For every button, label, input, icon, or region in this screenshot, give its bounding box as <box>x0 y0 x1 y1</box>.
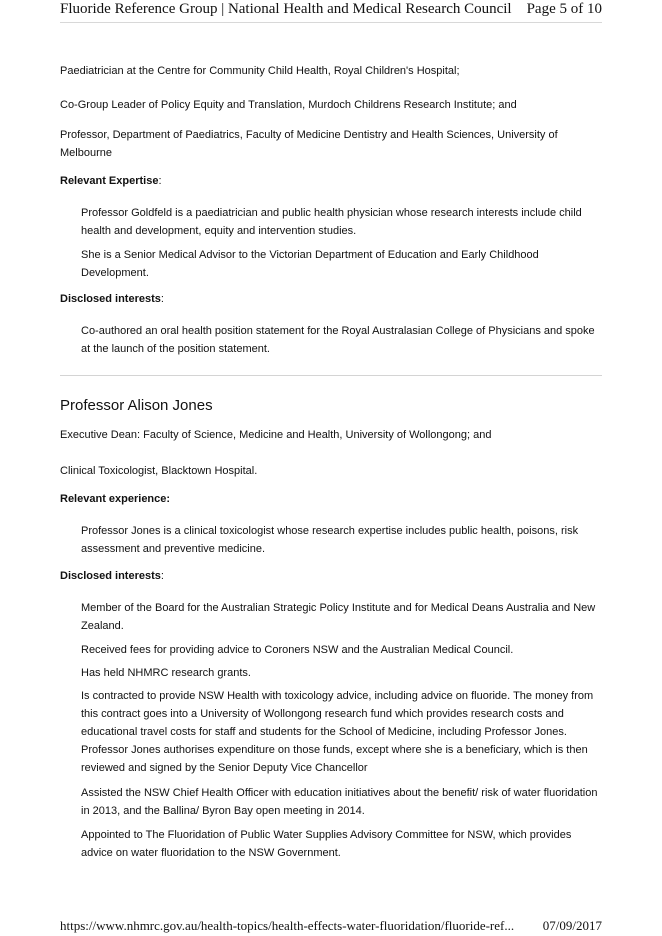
jones-interest-assisted: Assisted the NSW Chief Health Officer with education initiatives about the benefit/ risk of water fluoridation in 2013, and the Ballina/ Byron Bay open meeting in 2014. <box>81 787 598 817</box>
jones-interest-appointed: Appointed to The Fluoridation of Public Water Supplies Advisory Committee for NSW, which provides advice on water fluoridation to the NSW Government. <box>81 829 572 859</box>
jones-interest-grants: Has held NHMRC research grants. <box>81 667 251 679</box>
jones-experience-1: Professor Jones is a clinical toxicologist whose research expertise includes public health, poisons, risk assessment and preventive medicine. <box>81 525 579 555</box>
footer-url: https://www.nhmrc.gov.au/health-topics/health-effects-water-fluoridation/fluoride-ref... <box>60 918 515 933</box>
goldfeld-interests-heading: Disclosed interests <box>60 293 161 305</box>
goldfeld-role-3a: Professor, Department of Paediatrics, Faculty of Medicine Dentistry and Health Sciences, University of <box>60 129 558 141</box>
goldfeld-role-3b: Melbourne <box>60 147 112 159</box>
goldfeld-role-1: Paediatrician at the Centre for Community Child Health, Royal Children's Hospital; <box>60 65 460 77</box>
goldfeld-expertise-heading: Relevant Expertise <box>60 175 159 187</box>
page-header <box>60 0 602 23</box>
jones-interest-contract: Is contracted to provide NSW Health with toxicology advice, including advice on fluoride. The money from this contract goes into a University of Wollongong research fund which provides research costs and educational travel costs for staff and students for the School of Medicine, including Professor Jones. Professor Jones authorises expenditure on those funds, except where she is a beneficiary, which is then reviewed and signed by the Senior Deputy Vice Chancellor <box>81 690 594 774</box>
jones-experience-heading: Relevant experience: <box>60 493 171 505</box>
header-title: Fluoride Reference Group | National Health and Medical Research Council <box>60 1 512 17</box>
jones-interests-heading-line: Disclosed interests: <box>60 570 164 582</box>
goldfeld-interest-1: Co-authored an oral health position statement for the Royal Australasian College of Physicians and spoke at the launch of the position statement. <box>81 325 595 355</box>
goldfeld-role-2: Co-Group Leader of Policy Equity and Translation, Murdoch Childrens Research Institute; and <box>60 99 517 111</box>
footer-date: 07/09/2017 <box>542 918 602 933</box>
jones-interest-board: Member of the Board for the Australian Strategic Policy Institute and for Medical Deans Australia and New Zealand. <box>81 602 596 632</box>
section-divider <box>60 375 602 376</box>
jones-role-2: Clinical Toxicologist, Blacktown Hospital. <box>60 465 258 477</box>
jones-interests-heading: Disclosed interests <box>60 570 161 582</box>
goldfeld-expertise-1: Professor Goldfeld is a paediatrician and public health physician whose research interests include child health and development, equity and intervention studies. <box>81 207 582 237</box>
member-name-heading: Professor Alison Jones <box>60 397 213 414</box>
goldfeld-expertise-2: She is a Senior Medical Advisor to the Victorian Department of Education and Early Childhood Development. <box>81 249 539 279</box>
goldfeld-interests-heading-line: Disclosed interests: <box>60 293 164 305</box>
page-number: Page 5 of 10 <box>526 1 602 17</box>
jones-role-1: Executive Dean: Faculty of Science, Medicine and Health, University of Wollongong; and <box>60 429 492 441</box>
jones-interest-fees: Received fees for providing advice to Coroners NSW and the Australian Medical Council. <box>81 644 514 656</box>
goldfeld-expertise-heading-line: Relevant Expertise: <box>60 175 162 187</box>
